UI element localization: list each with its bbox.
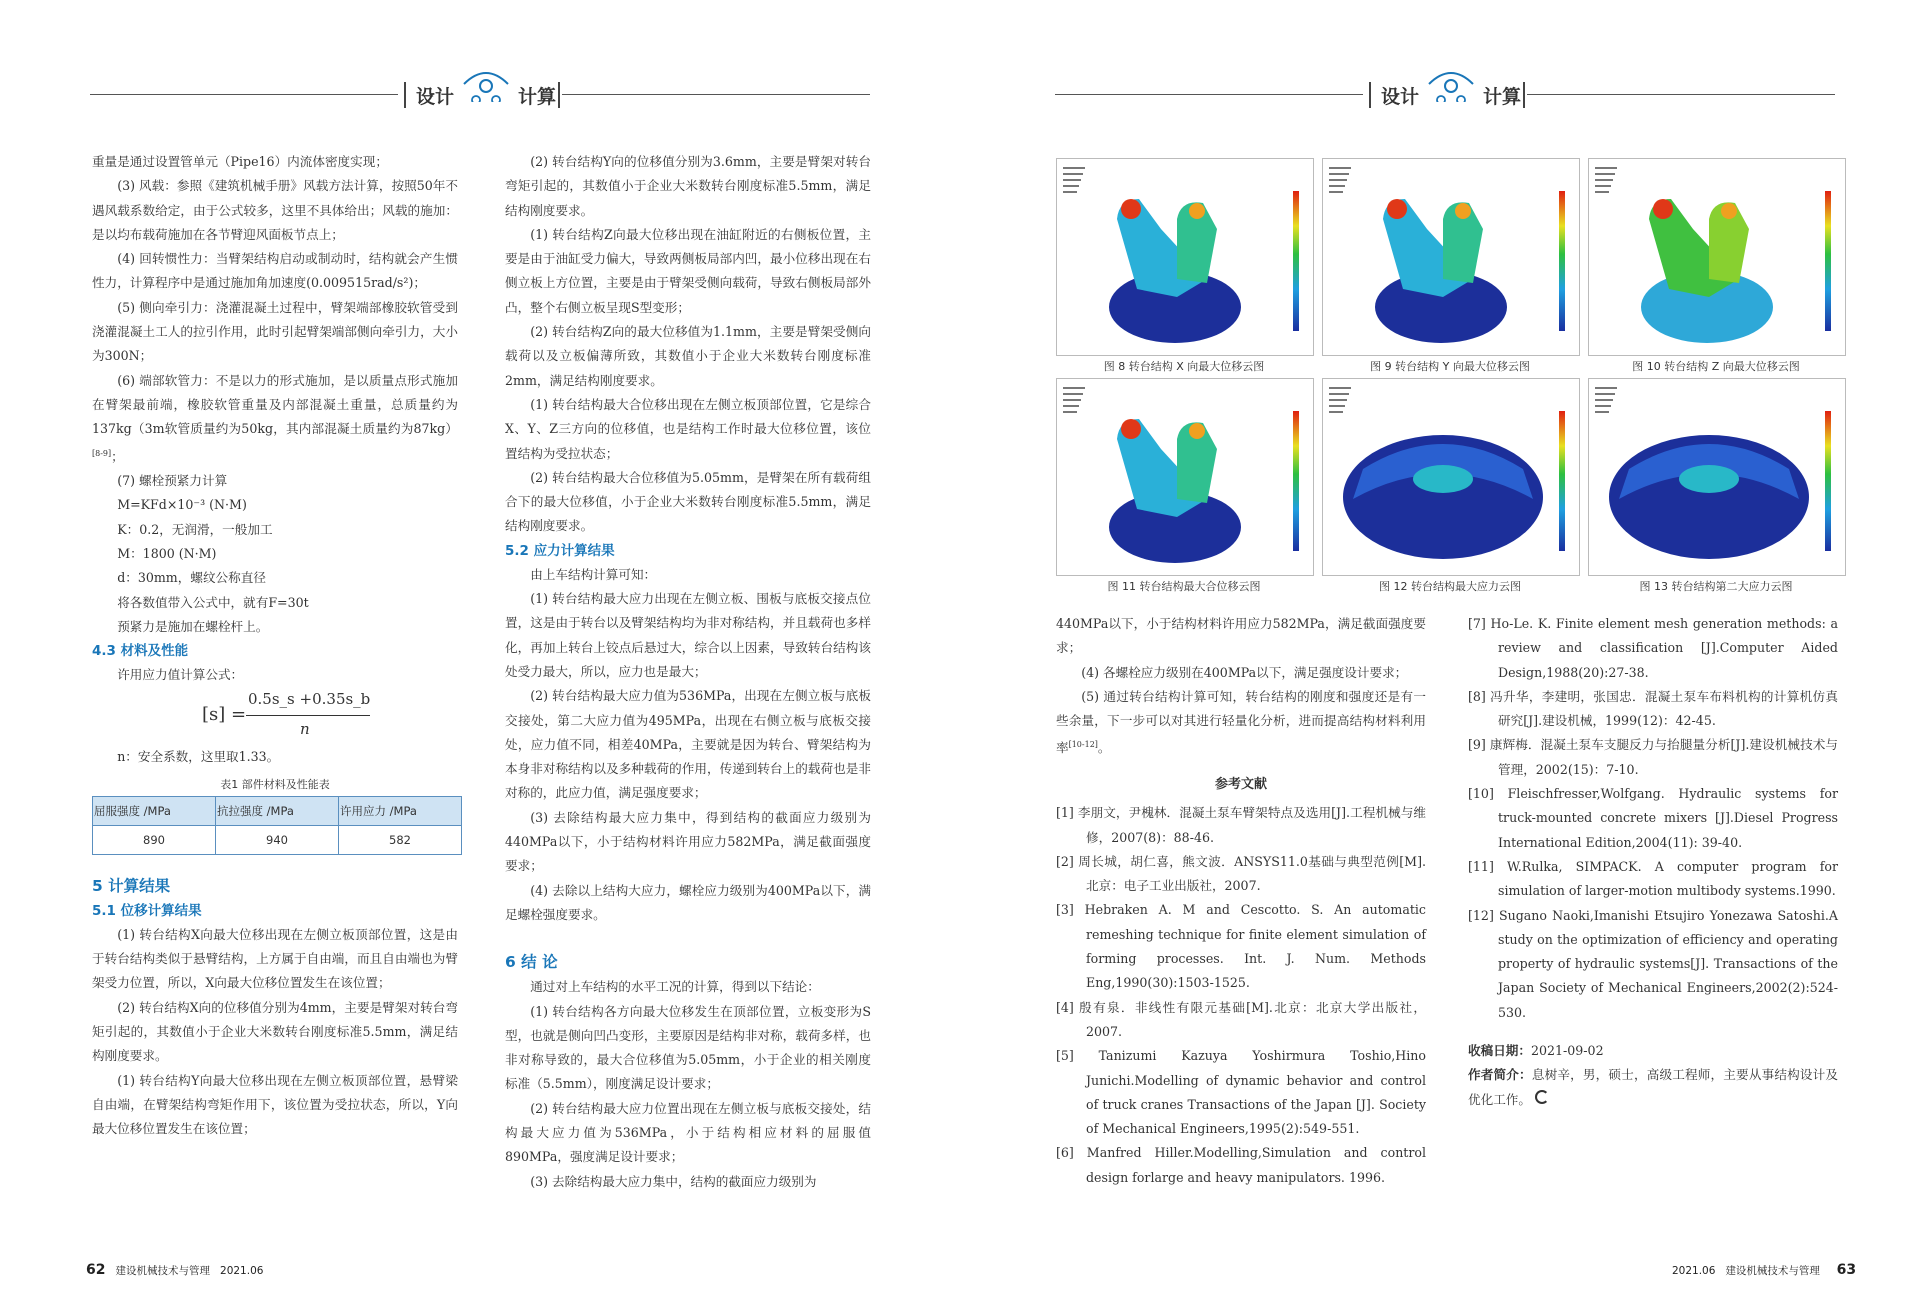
formula-lhs: [s] = <box>202 704 247 726</box>
stress-zone <box>1413 465 1473 493</box>
left-column-1 <box>92 150 458 1141</box>
paragraph: (2) 转台结构Z向的最大位移值为1.1mm，主要是臂架受侧向载荷以及立板偏薄所致，其数值小于企业大米数转台刚度标准2mm，满足结构刚度要求。 <box>505 324 871 388</box>
material-table <box>92 796 462 855</box>
paragraph: (2) 转台结构X向的位移值分别为4mm，主要是臂架对转台弯矩引起的，其数值小于企业大米数转台刚度标准5.5mm，满足结构刚度要求。 <box>92 999 458 1064</box>
paragraph: (3) 去除结构最大应力集中，得到结构的截面应力级别为440MPa以下，小于结构材料许用应力582MPa，满足截面强度要求； <box>505 809 871 874</box>
reference-item: [5] Tanizumi Kazuya Yoshirmura Toshio,Hino Junichi.Modelling of dynamic behavior and control of truck cranes Transactions of the Japan [J]. Society of Mechanical Engineers,1995(2):549-551. <box>1056 1048 1426 1137</box>
paragraph: (2) 转台结构最大应力值为536MPa，出现在左侧立板与底板交接处，第二大应力值为495MPa，出现在右侧立板与底板交接处，应力值不同，相差40MPa，主要就是因为转台、臂架结构为本身非对称结构以及多种载荷的作用，传递到转台上的载荷也是非对称的，此应力值，满足强度要求； <box>505 688 871 801</box>
legend-text-line <box>1063 173 1083 175</box>
color-scale-bar <box>1559 191 1565 331</box>
received-date: 收稿日期：2021-09-02 <box>1468 1043 1604 1059</box>
displacement-zone <box>1721 203 1737 219</box>
reference-item: [8] 冯升华，李建明，张国忠．混凝土泵车布料机构的计算机仿真研究[J].建设机械，1999(12)：42-45. <box>1468 688 1838 729</box>
reference-item: [11] W.Rulka, SIMPACK. A computer program for simulation of larger-motion multibody systems.1990. <box>1468 858 1838 899</box>
paragraph: (2) 转台结构最大应力位置出现在左侧立板与底板交接处，结构最大应力值为536MPa，小于结构相应材料的屈服值890MPa，强度满足设计要求； <box>505 1100 871 1165</box>
paragraph: 许用应力值计算公式： <box>117 667 244 683</box>
legend-text-line <box>1595 185 1611 187</box>
stress-zone <box>1679 465 1739 493</box>
paragraph: d：30mm，螺纹公称直径 <box>117 570 266 586</box>
legend-text-line <box>1329 405 1345 407</box>
fea-contour-figure <box>1322 378 1580 576</box>
paragraph: 由上车结构计算可知： <box>530 566 657 582</box>
header-calc: 计算 <box>1483 86 1522 108</box>
references-title: 参考文献 <box>1214 776 1267 792</box>
page-footer-right <box>1672 1262 1856 1278</box>
table-cell: 940 <box>216 825 339 854</box>
reference-item: [2] 周长城，胡仁喜，熊文波．ANSYS11.0基础与典型范例[M].北京：电子工业出版社，2007. <box>1056 853 1426 894</box>
legend-text-line <box>1063 191 1077 193</box>
legend-text-line <box>1329 393 1349 395</box>
displacement-zone <box>1189 203 1205 219</box>
paragraph: (1) 转台结构最大应力出现在左侧立板、围板与底板交接点位置，这是由于转台以及臂架结构均为非对称结构，并且载荷也多样化，再加上转台上铰点后悬过大，综合以上因素，导致转台结构该处受力最大，所以，应力也是最大； <box>505 591 871 679</box>
color-scale-bar <box>1293 411 1299 551</box>
paragraph: 440MPa以下，小于结构材料许用应力582MPa，满足截面强度要求； <box>1056 616 1426 656</box>
paragraph: (3) 风载：参照《建筑机械手册》风载方法计算，按照50年不遇风载系数给定，由于公式较多，这里不具体给出；风载的施加：是以均布载荷施加在各节臂迎风面板节点上； <box>92 178 458 242</box>
reference-item: [9] 康辉梅．混凝土泵车支腿反力与抬腿量分析[J].建设机械技术与管理，2002(15)：7-10. <box>1468 737 1838 777</box>
legend-text-line <box>1595 387 1617 389</box>
legend-text-line <box>1063 167 1085 169</box>
journal-name: 建设机械技术与管理 <box>115 1265 210 1277</box>
paragraph: (2) 转台结构最大合位移值为5.05mm，是臂架在所有载荷组合下的最大位移值，小于企业大米数转台刚度标准5.5mm，满足结构刚度要求。 <box>505 469 871 534</box>
figure-caption: 图 8 转台结构 X 向最大位移云图 <box>1103 360 1265 373</box>
reference-item: [3] Hebraken A. M and Cescotto. S. An automatic remeshing technique for finite element simulation of forming processes. Int. J. Num. Methods Eng,1990(30):1503-1525. <box>1056 902 1426 991</box>
journal-name: 建设机械技术与管理 <box>1725 1265 1820 1277</box>
paragraph: (2) 转台结构Y向的位移值分别为3.6mm，主要是臂架对转台弯矩引起的，其数值小于企业大米数转台刚度标准5.5mm，满足结构刚度要求。 <box>505 154 871 218</box>
formula-numerator: 0.5s_s +0.35s_b <box>248 690 371 709</box>
section-heading-5-2: 5.2 应力计算结果 <box>505 542 615 559</box>
color-scale-bar <box>1825 191 1831 331</box>
legend-text-line <box>1595 179 1613 181</box>
color-scale-bar <box>1559 411 1565 551</box>
figure-caption: 图 9 转台结构 Y 向最大位移云图 <box>1370 360 1530 373</box>
legend-text-line <box>1329 173 1349 175</box>
paragraph: 重量是通过设置管单元（Pipe16）内流体密度实现； <box>92 154 388 169</box>
reference-item: [4] 殷有泉．非线性有限元基础[M].北京：北京大学出版社，2007. <box>1056 999 1426 1039</box>
left-column-2 <box>505 150 871 1194</box>
reference-item: [7] Ho-Le. K. Finite element mesh generation methods: a review and classification [J].Computer Aided Design,1988(20):27-38. <box>1468 616 1838 680</box>
figure-caption: 图 12 转台结构最大应力云图 <box>1379 580 1521 593</box>
figure-caption: 图 13 转台结构第二大应力云图 <box>1639 580 1793 593</box>
legend-text-line <box>1329 179 1347 181</box>
table-header: 许用应力 /MPa <box>339 796 462 825</box>
paragraph: (5) 侧向牵引力：浇灌混凝土过程中，臂架端部橡胶软管受到浇灌混凝土工人的拉引作用，此时引起臂架端部侧向牵引力，大小为300N； <box>92 299 458 364</box>
legend-text-line <box>1329 411 1343 413</box>
end-mark-icon <box>1535 1090 1549 1104</box>
legend-text-line <box>1063 185 1079 187</box>
fea-contour-figure <box>1056 158 1314 356</box>
max-displacement-zone <box>1653 199 1673 219</box>
legend-text-line <box>1063 179 1081 181</box>
paragraph: (1) 转台结构最大合位移出现在左侧立板顶部位置，它是综合X、Y、Z三方向的位移值，也是结构工作时最大位移位置，该位置结构为受拉状态； <box>505 396 871 461</box>
header-calc: 计算 <box>518 86 557 108</box>
paragraph: 通过对上车结构的水平工况的计算，得到以下结论： <box>530 979 820 995</box>
table-caption: 表1 部件材料及性能表 <box>220 777 330 791</box>
legend-text-line <box>1595 173 1615 175</box>
reference-item: [6] Manfred Hiller.Modelling,Simulation and control design forlarge and heavy manipulators. 1996. <box>1056 1145 1426 1185</box>
displacement-zone <box>1189 423 1205 439</box>
legend-text-line <box>1063 399 1081 401</box>
legend-text-line <box>1595 167 1617 169</box>
max-displacement-zone <box>1387 199 1407 219</box>
displacement-zone <box>1455 203 1471 219</box>
page-footer-left <box>86 1262 263 1278</box>
reference-item: [1] 李朋文，尹槐林．混凝土泵车臂架特点及选用[J].工程机械与维修，2007(8)：88-46. <box>1056 805 1426 845</box>
header-logo <box>1365 76 1545 112</box>
legend-text-line <box>1329 191 1343 193</box>
author-bio: 作者简介：息树辛，男，硕士，高级工程师，主要从事结构设计及优化工作。 <box>1468 1067 1839 1107</box>
issue: 2021.06 <box>1672 1265 1716 1277</box>
right-column-1 <box>1056 612 1426 1190</box>
section-heading-6: 6 结 论 <box>505 953 558 972</box>
paragraph: (7) 螺栓预紧力计算 <box>117 473 228 489</box>
legend-text-line <box>1329 167 1351 169</box>
legend-text-line <box>1595 405 1611 407</box>
formula-line: M=KFd×10⁻³ (N·M) <box>117 497 247 513</box>
table-header: 抗拉强度 /MPa <box>216 796 339 825</box>
legend-text-line <box>1595 399 1613 401</box>
fea-contour-figure <box>1322 158 1580 356</box>
reference-item: [10] Fleischfresser,Wolfgang. Hydraulic systems for truck-mounted concrete mixers [J].Diesel Progress International Edition,2004(11): 39-40. <box>1468 786 1838 850</box>
page-number: 63 <box>1836 1262 1857 1278</box>
fea-contour-figure <box>1588 378 1846 576</box>
header-logo <box>400 76 580 112</box>
paragraph: 将各数值带入公式中，就有F=30t <box>117 594 309 610</box>
table-header: 屈服强度 /MPa <box>93 796 216 825</box>
fea-contour-figure <box>1056 378 1314 576</box>
paragraph: K：0.2，无润滑，一般加工 <box>117 521 273 537</box>
legend-text-line <box>1063 405 1079 407</box>
paragraph: 预紧力是施加在螺栓杆上。 <box>117 618 269 634</box>
header-design: 设计 <box>416 86 455 108</box>
paragraph: (1) 转台结构Y向最大位移出现在左侧立板顶部位置，悬臂梁自由端，在臂架结构弯矩作用下，该位置为受拉状态，所以，Y向最大位移位置发生在该位置； <box>92 1072 458 1137</box>
color-scale-bar <box>1825 411 1831 551</box>
legend-text-line <box>1329 399 1347 401</box>
legend-text-line <box>1595 411 1609 413</box>
legend-text-line <box>1063 387 1085 389</box>
issue: 2021.06 <box>220 1265 264 1277</box>
legend-text-line <box>1595 393 1615 395</box>
paragraph: n：安全系数，这里取1.33。 <box>117 749 280 765</box>
legend-text-line <box>1329 185 1345 187</box>
paragraph: M：1800 (N·M) <box>117 545 217 561</box>
allowable-stress-formula <box>92 687 458 745</box>
paragraph: (6) 端部软管力：不是以力的形式施加，是以质量点形式施加在臂架最前端，橡胶软管重量及内部混凝土重量，总质量约为137kg（3m软管质量约为50kg，其内部混凝土质量约为87kg）[8-9]； <box>92 372 458 464</box>
legend-text-line <box>1063 411 1077 413</box>
fea-contour-figure <box>1588 158 1846 356</box>
figure-caption: 图 10 转台结构 Z 向最大位移云图 <box>1632 360 1800 373</box>
section-heading-4-3: 4.3 材料及性能 <box>92 643 189 660</box>
paragraph: (3) 去除结构最大应力集中，结构的截面应力级别为 <box>530 1173 817 1189</box>
paragraph: (4) 各螺栓应力级别在400MPa以下，满足强度设计要求； <box>1081 664 1408 680</box>
page-number: 62 <box>86 1262 106 1278</box>
cloud-calc-icon <box>458 66 514 102</box>
max-displacement-zone <box>1121 419 1141 439</box>
right-page <box>960 0 1920 1303</box>
formula-denominator: n <box>300 720 310 739</box>
legend-text-line <box>1063 393 1083 395</box>
paragraph: (1) 转台结构Z向最大位移出现在油缸附近的右侧板位置，主要是由于油缸受力偏大，导致两侧板局部内凹，最小位移出现在右侧立板上方位置，主要是由于臂架受侧向载荷，导致右侧板局部外凸，整个右侧立板呈现S型变形； <box>505 226 871 315</box>
table-cell: 890 <box>93 825 216 854</box>
paragraph: (5) 通过转台结构计算可知，转台结构的刚度和强度还是有一些余量，下一步可以对其进行轻量化分析，进而提高结构材料利用率[10-12]。 <box>1056 688 1426 756</box>
legend-text-line <box>1329 387 1351 389</box>
paragraph: (4) 去除以上结构大应力，螺栓应力级别为400MPa以下，满足螺栓强度要求。 <box>505 882 871 922</box>
legend-text-line <box>1595 191 1609 193</box>
header-design: 设计 <box>1381 86 1420 108</box>
page-header-left <box>90 76 870 112</box>
reference-item: [12] Sugano Naoki,Imanishi Etsujiro Yonezawa Satoshi.A study on the optimization of efficiency and operating property of hydraulic systems[J]. Transactions of the Japan Society of Mechanical Engineers,2002(2):524-530. <box>1468 907 1838 1020</box>
figure-caption: 图 11 转台结构最大合位移云图 <box>1107 580 1261 593</box>
cloud-calc-icon <box>1423 66 1479 102</box>
paragraph: (1) 转台结构X向最大位移出现在左侧立板顶部位置，这是由于转台结构类似于悬臂结构，上方属于自由端，而且自由端也为臂架受力位置，所以，X向最大位移位置发生在该位置； <box>92 926 458 991</box>
color-scale-bar <box>1293 191 1299 331</box>
section-heading-5-1: 5.1 位移计算结果 <box>92 902 202 919</box>
max-displacement-zone <box>1121 199 1141 219</box>
page-header-right <box>1055 76 1835 112</box>
section-heading-5: 5 计算结果 <box>92 876 171 895</box>
paragraph: (4) 回转惯性力：当臂架结构启动或制动时，结构就会产生惯性力，计算程序中是通过施加角加速度(0.009515rad/s²)； <box>92 251 458 291</box>
right-column-2 <box>1468 612 1838 1112</box>
paragraph: (1) 转台结构各方向最大位移发生在顶部位置，立板变形为S型，也就是侧向凹凸变形，主要原因是结构非对称，载荷多样，也非对称导致的，最大合位移值为5.05mm，小于企业的相关刚度标准（5.5mm），刚度满足设计要求； <box>505 1003 871 1092</box>
table-cell: 582 <box>339 825 462 854</box>
